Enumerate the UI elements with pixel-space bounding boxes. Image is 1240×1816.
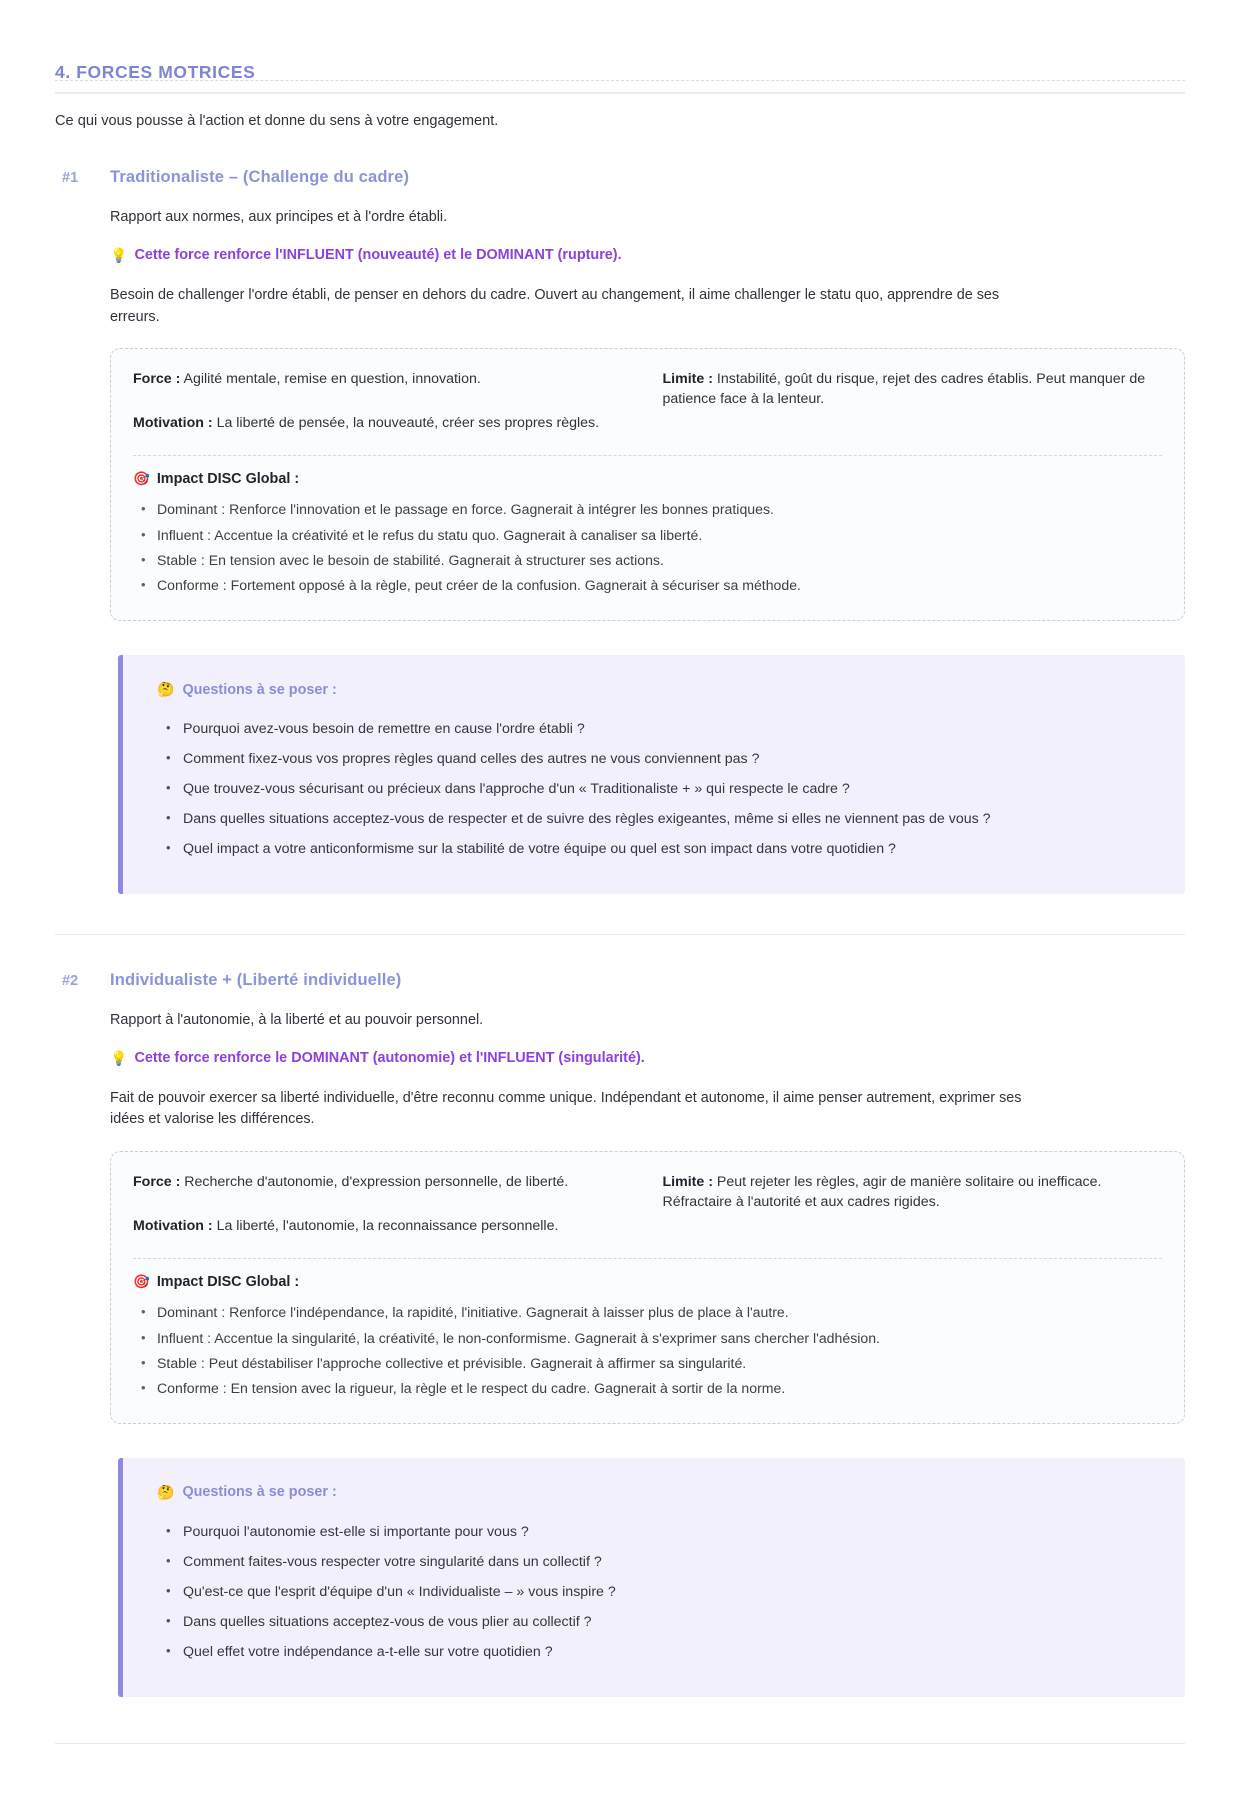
list-item: • Stable : En tension avec le besoin de stabilité. Gagnerait à structurer ses actions. xyxy=(157,548,1162,573)
list-item: • Quel effet votre indépendance a-t-elle sur votre quotidien ? xyxy=(183,1637,1155,1667)
force-strength-row xyxy=(133,1172,633,1192)
force-subtitle: Rapport aux normes, aux principes et à l'ordre établi. xyxy=(110,209,448,226)
force-detail-card xyxy=(110,348,1185,621)
thinking-face-icon: 🤔 xyxy=(157,681,175,698)
disc-impact-list xyxy=(133,1300,1162,1401)
list-item: • Influent : Accentue la singularité, la créativité, le non-conformisme. Gagnerait à s'exprimer sans chercher l'adhésion. xyxy=(157,1326,1162,1351)
force-highlight xyxy=(110,1050,1185,1067)
list-item: • Comment faites-vous respecter votre singularité dans un collectif ? xyxy=(183,1547,1155,1577)
force-description: Besoin de challenger l'ordre établi, de penser en dehors du cadre. Ouvert au changement, il aime challenger le statu quo, apprendre de ses erreurs. xyxy=(110,286,1000,325)
force-block-1 xyxy=(55,168,1185,894)
disc-impact-title xyxy=(133,1274,1162,1290)
force-limit-label: Limite : xyxy=(662,1174,713,1191)
force-limit-row xyxy=(663,1172,1163,1212)
force-rank-badge: #2 xyxy=(62,973,79,990)
card-inner-divider xyxy=(133,1258,1162,1259)
target-icon: 🎯 xyxy=(133,1274,150,1290)
force-motivation-row xyxy=(133,413,633,433)
force-subtitle: Rapport à l'autonomie, à la liberté et au pouvoir personnel. xyxy=(110,1012,484,1029)
list-item: • Pourquoi avez-vous besoin de remettre en cause l'ordre établi ? xyxy=(183,714,1155,744)
list-item: • Dans quelles situations acceptez-vous de respecter et de suivre des règles exigeantes, même si elles ne viennent pas de vous ? xyxy=(183,804,1155,834)
lightbulb-icon: 💡 xyxy=(110,247,128,264)
list-item: • Conforme : Fortement opposé à la règle, peut créer de la confusion. Gagnerait à sécuriser sa méthode. xyxy=(157,573,1162,598)
questions-list xyxy=(157,714,1155,864)
list-item: • Qu'est-ce que l'esprit d'équipe d'un « Individualiste – » vous inspire ? xyxy=(183,1577,1155,1607)
force-description: Fait de pouvoir exercer sa liberté individuelle, d'être reconnu comme unique. Indépendant et autonome, il aime penser autrement, exprimer ses idées et valorise les différences. xyxy=(110,1089,1022,1128)
report-page xyxy=(0,62,1240,1816)
force-title: Traditionaliste – (Challenge du cadre) xyxy=(110,168,410,187)
force-highlight-text: Cette force renforce le DOMINANT (autonomie) et l'INFLUENT (singularité). xyxy=(134,1050,645,1067)
list-item: • Influent : Accentue la créativité et le refus du statu quo. Gagnerait à canaliser sa liberté. xyxy=(157,523,1162,548)
page-title: 4. FORCES MOTRICES xyxy=(55,62,256,82)
force-limit-value: Peut rejeter les règles, agir de manière solitaire ou inefficace. Réfractaire à l'autorité et aux cadres rigides. xyxy=(662,1174,1102,1211)
force-motivation-row xyxy=(133,1216,633,1236)
force-strength-value: Agilité mentale, remise en question, innovation. xyxy=(183,371,481,388)
force-highlight-text: Cette force renforce l'INFLUENT (nouveauté) et le DOMINANT (rupture). xyxy=(134,247,622,264)
force-strength-label: Force : xyxy=(133,1174,181,1191)
target-icon: 🎯 xyxy=(133,471,150,487)
force-separator xyxy=(55,934,1185,935)
force-strength-label: Force : xyxy=(133,371,181,388)
force-motivation-label: Motivation : xyxy=(133,415,213,432)
lightbulb-icon: 💡 xyxy=(110,1050,128,1067)
list-item: • Quel impact a votre anticonformisme sur la stabilité de votre équipe ou quel est son impact dans votre quotidien ? xyxy=(183,834,1155,864)
list-item: • Stable : Peut déstabiliser l'approche collective et prévisible. Gagnerait à affirmer sa singularité. xyxy=(157,1351,1162,1376)
force-strength-value: Recherche d'autonomie, d'expression personnelle, de liberté. xyxy=(184,1174,569,1191)
section-lead-text: Ce qui vous pousse à l'action et donne du sens à votre engagement. xyxy=(55,113,499,129)
list-item: • Pourquoi l'autonomie est-elle si importante pour vous ? xyxy=(183,1517,1155,1547)
list-item: • Conforme : En tension avec la rigueur, la règle et le respect du cadre. Gagnerait à sortir de la norme. xyxy=(157,1376,1162,1401)
questions-box xyxy=(118,655,1185,894)
force-limit-row xyxy=(663,369,1163,409)
force-block-2 xyxy=(55,971,1185,1697)
list-item: • Dominant : Renforce l'indépendance, la rapidité, l'initiative. Gagnerait à laisser plus de place à l'autre. xyxy=(157,1300,1162,1325)
questions-list xyxy=(157,1517,1155,1667)
questions-box xyxy=(118,1458,1185,1697)
force-limit-value: Instabilité, goût du risque, rejet des cadres établis. Peut manquer de patience face à la lenteur. xyxy=(662,371,1146,408)
page-bottom-divider xyxy=(55,1743,1185,1744)
disc-impact-title xyxy=(133,471,1162,487)
disc-impact-list xyxy=(133,497,1162,598)
force-motivation-value: La liberté, l'autonomie, la reconnaissance personnelle. xyxy=(216,1218,559,1235)
page-top-divider xyxy=(55,80,1185,81)
force-motivation-label: Motivation : xyxy=(133,1218,213,1235)
questions-title xyxy=(157,681,1155,698)
force-motivation-value: La liberté de pensée, la nouveauté, créer ses propres règles. xyxy=(216,415,600,432)
disc-impact-title-text: Impact DISC Global : xyxy=(156,471,300,488)
force-rank-badge: #1 xyxy=(62,170,79,187)
list-item: • Dans quelles situations acceptez-vous de vous plier au collectif ? xyxy=(183,1607,1155,1637)
force-highlight xyxy=(110,247,1185,264)
questions-title-text: Questions à se poser : xyxy=(182,681,337,698)
questions-title-text: Questions à se poser : xyxy=(182,1484,337,1501)
list-item: • Dominant : Renforce l'innovation et le passage en force. Gagnerait à intégrer les bonnes pratiques. xyxy=(157,497,1162,522)
force-limit-label: Limite : xyxy=(662,371,713,388)
force-title: Individualiste + (Liberté individuelle) xyxy=(110,971,402,990)
card-inner-divider xyxy=(133,455,1162,456)
disc-impact-title-text: Impact DISC Global : xyxy=(156,1274,300,1291)
force-strength-row xyxy=(133,369,633,389)
list-item: • Que trouvez-vous sécurisant ou précieux dans l'approche d'un « Traditionaliste + » qui respecte le cadre ? xyxy=(183,774,1155,804)
list-item: • Comment fixez-vous vos propres règles quand celles des autres ne vous conviennent pas ? xyxy=(183,744,1155,774)
force-detail-card xyxy=(110,1151,1185,1424)
questions-title xyxy=(157,1484,1155,1501)
thinking-face-icon: 🤔 xyxy=(157,1483,175,1500)
title-underline xyxy=(55,92,1185,94)
